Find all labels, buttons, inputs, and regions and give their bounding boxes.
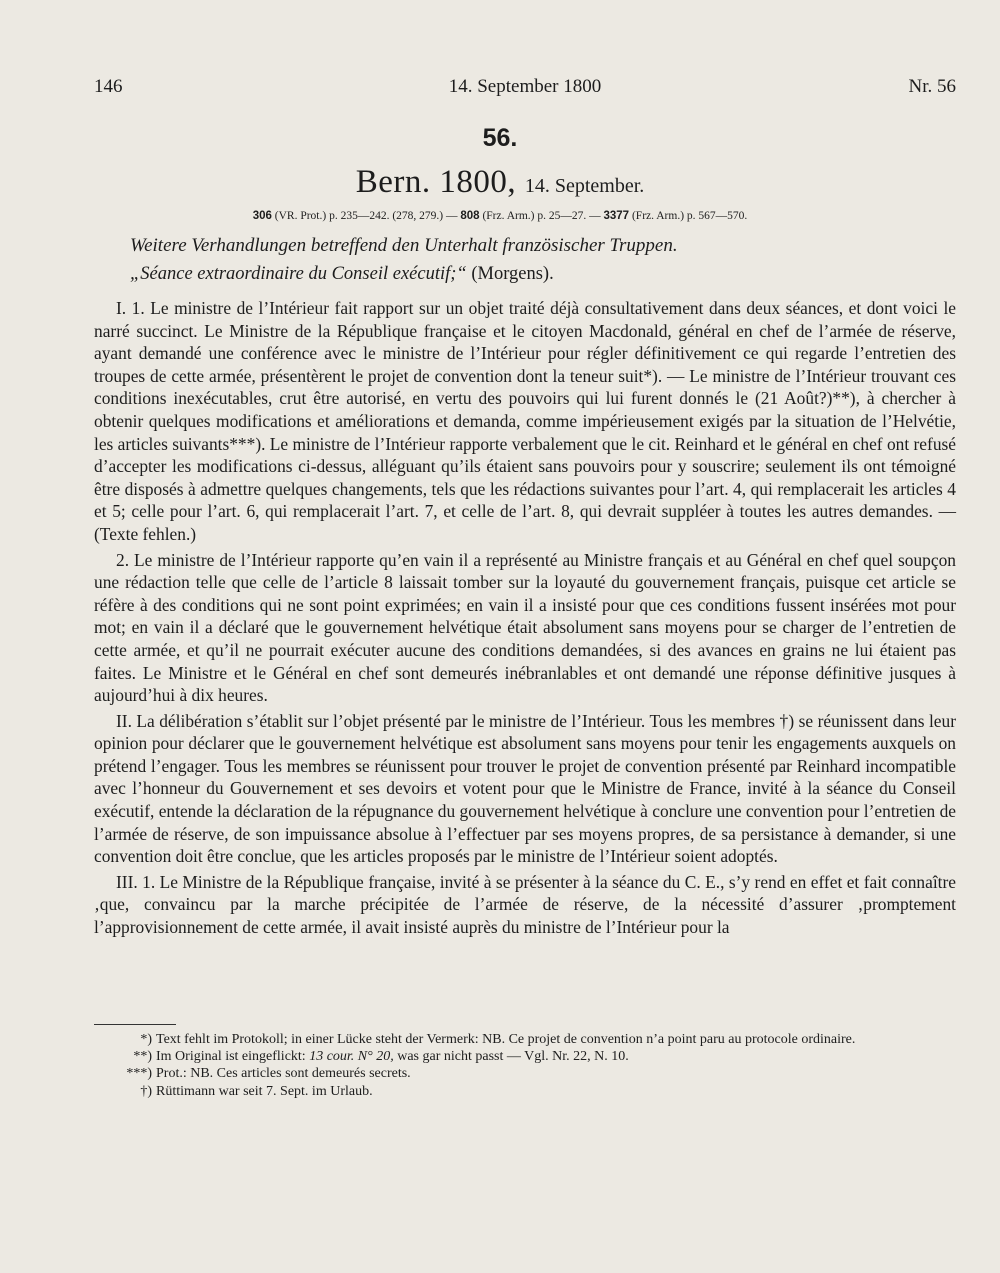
- body-paragraph: 2. Le ministre de l’Intérieur rapporte qu’en vain il a représenté au Ministre français et au Général en chef quel soupçon une rédaction telle que celle de l’article 8 laissait tomber sur la loyauté du gouvernement français, puisque cet article se réfère à des conditions qui ne sont point exprimées; en vain il a insisté pour que ces conditions fussent insérées mot pour mot; en vain il a déclaré que le gouvernement helvétique était absolument sans moyens pour se charger de l’entretien de cette armée, et qu’il ne pourrait exécuter aucune des conditions demandées, si des avances en grains ne lui étaient pas faites. Le Ministre et le Général en chef sont demeurés inébranlables et ont demandé une réponse définitive jusques à aujourd’hui à dix heures.: [94, 549, 956, 706]
- ref-number: 3377: [603, 210, 630, 222]
- footnote-text: Prot.: NB. Ces articles sont demeurés secrets.: [156, 1066, 411, 1082]
- footnote-mark: **): [133, 1049, 152, 1065]
- footnote-mark: *): [140, 1032, 152, 1047]
- header-doc-number: Nr. 56: [908, 76, 956, 97]
- footnote-text: Im Original ist eingeflickt:: [156, 1049, 310, 1065]
- footnote-text: Text fehlt im Protokoll; in einer Lücke steht der Vermerk: NB. Ce projet de convention n’a point paru au protocole ordinaire.: [156, 1032, 856, 1047]
- footnote-italic: 13 cour. N° 20,: [309, 1049, 394, 1065]
- ref-number: 306: [252, 210, 272, 222]
- footnote: [94, 1031, 956, 1048]
- ref-text: (VR. Prot.) p. 235—242. (278, 279.) —: [271, 210, 461, 222]
- footnote-mark: †): [140, 1083, 152, 1099]
- footnote: [94, 1083, 956, 1100]
- header-date: 14. September 1800: [448, 76, 602, 97]
- footnote-text: was gar nicht passt — Vgl. Nr. 22, N. 10.: [393, 1049, 629, 1065]
- document-subject: Weitere Verhandlungen betreffend den Unterhalt französischer Truppen.: [130, 235, 678, 256]
- footnote-text: Rüttimann war seit 7. Sept. im Urlaub.: [156, 1083, 373, 1099]
- place-day: 14. September.: [524, 175, 645, 197]
- footnote-mark: ***): [126, 1066, 152, 1082]
- body-paragraph: III. 1. Le Ministre de la République française, invité à se présenter à la séance du C. E., s’y rend en effet et fait connaître ‚que, convaincu par la marche précipitée de l’armée de réserve, de la nécessité d’assurer ‚promptement l’approvisionnement de cette armée, il avait insisté auprès du ministre de l’Intérieur pour la: [94, 871, 956, 938]
- place-date-line: [0, 164, 1000, 201]
- ref-number: 808: [460, 210, 480, 222]
- ref-text: (Frz. Arm.) p. 567—570.: [629, 210, 748, 222]
- ref-text: (Frz. Arm.) p. 25—27. —: [479, 210, 604, 222]
- page-number: 146: [94, 76, 123, 97]
- footnote-divider: [94, 1024, 176, 1025]
- session-line: [130, 264, 554, 285]
- running-header: [94, 76, 956, 104]
- body-paragraph: II. La délibération s’établit sur l’objet présenté par le ministre de l’Intérieur. Tous les membres †) se réunissent dans leur opinion pour déclarer que le gouvernement helvétique est absolument sans moyens pour tenir les engagements auxquels on prétend l’engager. Tous les membres se réunissent pour trouver le projet de convention présenté par Reinhard incompatible avec l’honneur du Gouvernement et ses devoirs et votent pour que le Ministre de France, invité à la séance du Conseil exécutif, entende la déclaration de la répugnance du gouvernement helvétique à conclure une convention pour l’entretien de l’armée de réserve, de son impuissance absolue à l’effectuer par ses moyens propres, de sa persistance à demander, si une convention doit être conclue, que les articles proposés par le ministre de l’Intérieur soient adoptés.: [94, 710, 956, 867]
- source-references: [0, 210, 1000, 222]
- session-title: „Séance extraordinaire du Conseil exécutif;“: [130, 264, 467, 284]
- place-year: Bern. 1800,: [355, 164, 517, 200]
- body-paragraph: I. 1. Le ministre de l’Intérieur fait rapport sur un objet traité déjà consultativement dans deux séances, et dont voici le narré succinct. Le Ministre de la République française et le citoyen Macdonald, général en chef de l’armée de réserve, ayant demandé une conférence avec le ministre de l’Intérieur pour régler définitivement ce qui regarde l’entretien des troupes de cette armée, présentèrent le projet de convention dont la teneur suit*). — Le ministre de l’Intérieur trouvant ces conditions inexécutables, crut être autorisé, en vertu des pouvoirs qui lui furent donnés le (21 Août?)**), à chercher à obtenir quelques modifications et améliorations et demanda, comme impérieusement exigés par la situation de l’Helvétie, les articles suivants***). Le ministre de l’Intérieur rapporte verbalement que le cit. Reinhard et le général en chef ont refusé d’accepter les modifications ci-dessus, alléguant qu’ils étaient sans pouvoirs pour y souscrire; seulement ils ont témoigné être disposés à admettre quelques changements, tels que les rédactions suivantes pour l’art. 4, qui remplacerait les articles 4 et 5; celle pour l’art. 6, qui remplacerait l’art. 7, et celle de l’art. 8, qui devrait suppléer à toutes les autres demandes. — (Texte fehlen.): [94, 298, 956, 544]
- document-number: 56.: [482, 124, 518, 152]
- document-body: [94, 297, 956, 939]
- footnote: [94, 1048, 956, 1065]
- footnote: [94, 1065, 956, 1082]
- session-time: (Morgens).: [466, 264, 554, 284]
- footnotes: [94, 1031, 956, 1100]
